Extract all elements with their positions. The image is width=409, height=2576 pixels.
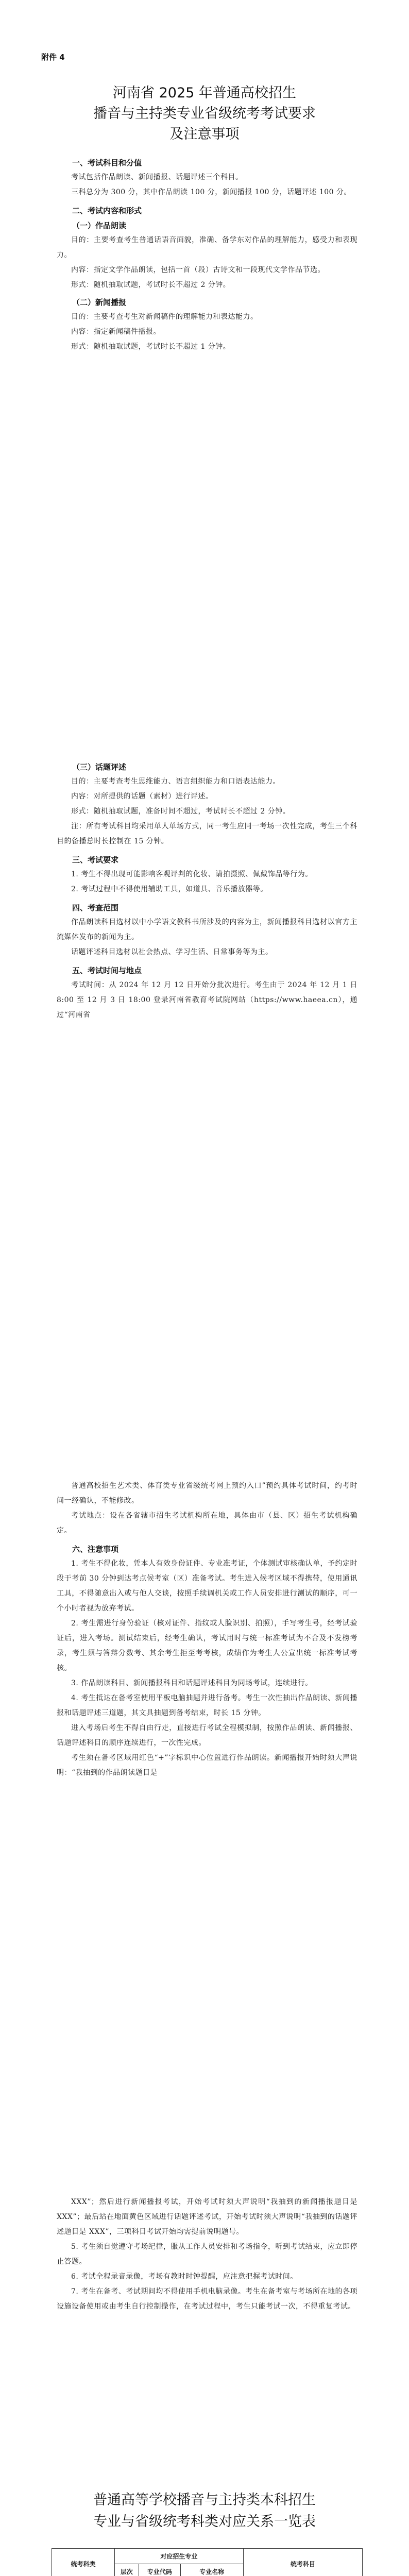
page-1 <box>0 0 409 721</box>
page-4 <box>0 2164 409 2576</box>
paragraph: 考生须在备考区域用红色“+”字标识中心位置进行作品朗读。新闻播报开始时须大声说明：“我抽到的作品朗读题目是 <box>57 1754 357 1777</box>
paragraph: 话题评述科目选材以社会热点、学习生活、日常事务等为主。 <box>71 948 273 956</box>
paragraph: 普通高校招生艺术类、体育类专业省级统考网上预约入口”预约具体考试时间，约考时间一经确认，不能修改。 <box>57 1482 357 1505</box>
title-line-3: 及注意事项 <box>169 126 240 142</box>
subsection-heading: （一）作品朗读 <box>72 221 127 230</box>
paragraph: 形式：随机抽取试题，考试时长不超过 2 分钟。 <box>71 281 231 289</box>
title-line-2: 播音与主持类专业省级统考考试要求 <box>93 106 316 122</box>
table-title-line-2: 专业与省级统考科类对应关系一览表 <box>93 2514 316 2530</box>
section-heading: 五、考试时间与地点 <box>72 966 142 975</box>
page-2 <box>0 721 409 1443</box>
paragraph: 2. 考生需进行身份验证（核对证件、指纹或人脸识别、拍照），手写考生号，经考试验证后，进入考场。测试结束后，经考生确认，考试用时与统一标准考试为不合及不发榜考录，考生须与答辩分数考、其余考生拒至考考核，成绩作为考生人公宣出统一标准考试考核。 <box>57 1619 357 1672</box>
correspondence-table <box>52 2548 363 2576</box>
section-heading: 六、注意事项 <box>72 1545 119 1554</box>
paragraph: 7. 考生在备考、考试期间均不得使用手机电脑录像。考生在备考室与考场所在地的各项设施设备使用或由考生自行控制操作，在考试过程中，考生只能考试一次，不得重复考试。 <box>57 2287 357 2311</box>
paragraph: 考试包括作品朗读、新闻播报、话题评述三个科目。 <box>71 173 243 181</box>
header-subject: 统考科类 <box>52 2549 115 2576</box>
paragraph: 目的：主要考查考生对新闻稿件的理解能力和表达能力。 <box>71 313 258 321</box>
paragraph: 目的：主要考查考生普通话语音面貌，准确、备学东对作品的理解能力，感受力和表现力。 <box>57 236 357 259</box>
paragraph: 形式：随机抽取试题，准备时间不超过，考试时长不超过 2 分钟。 <box>71 807 291 816</box>
table-title <box>41 2489 368 2533</box>
page-3 <box>0 1443 409 2164</box>
paragraph: 进入考场后考生不得自由行走，直接进行考试全程模拟制，按照作品朗读、新闻播报、话题评述科目的顺序连续进行，一次性完成。 <box>57 1724 357 1747</box>
note-paragraph: 注：所有考试科目均采用单人单场方式，同一考生应同一考场一次性完成，考生三个科目的备播总时长控制在 15 分钟。 <box>57 822 357 845</box>
paragraph: 5. 考生须自觉遵守考场纪律，服从工作人员安排和考场指令，听到考试结束，应立即停止答题。 <box>57 2243 357 2266</box>
paragraph: 考试地点：设在各省辖市招生考试机构所在地，具体由市（县、区）招生考试机构确定。 <box>57 1512 357 1535</box>
paragraph: 3. 作品朗读科目、新闻播报科目和话题评述科目为同场考试，连续进行。 <box>71 1679 313 1687</box>
paragraph: XXX”；然后进行新闻播报考试，开始考试时须大声说明“我抽到的新闻播报题目是 XXX”；最后站在地面黄色区域进行话题评述考试，开始考试时须大声说明“我抽到的话题评述题目是 XXX”，三项科目考试开始均需提前说明题号。 <box>57 2198 357 2236</box>
table-title-line-1: 普通高等学校播音与主持类本科招生 <box>93 2492 316 2508</box>
section-heading: 三、考试要求 <box>72 855 119 865</box>
paragraph: 1. 考生不得化妆，凭本人有效身份证件、专业准考证，个体测试审核确认单，予约定时段于考前 30 分钟到达考点候考室（区）准备考试。考生进入候考区域不得携带，使用通讯工具，不得随意出入或与他人交谈，按照手续调机关或工作人员安排进行测试的顺序，可一个小时者视为放弃考试。 <box>57 1560 357 1613</box>
paragraph: 作品朗读科目选材以中小学语文教科书所涉及的内容为主，新闻播报科目选材以官方主流媒体发布的新闻为主。 <box>57 918 357 941</box>
document-title <box>41 83 368 145</box>
paragraph: 三科总分为 300 分，其中作品朗读 100 分，新闻播报 100 分，话题评述 100 分。 <box>71 188 351 196</box>
paragraph: 目的：主要考查考生思维能力、语言组织能力和口语表达能力。 <box>71 777 280 786</box>
paragraph: 形式：随机抽取试题，考试时长不超过 1 分钟。 <box>71 343 231 351</box>
section-heading: 四、考查范围 <box>72 903 119 912</box>
section-heading: 二、考试内容和形式 <box>72 206 142 215</box>
header-name: 专业名称 <box>180 2564 243 2576</box>
attachment-label: 附件 4 <box>41 53 65 62</box>
paragraph: 6. 考试全程录音录像，考场有教时时钟提醒，应注意把握考试时间。 <box>71 2273 298 2281</box>
section-heading: 一、考试科目和分值 <box>72 158 142 167</box>
header-exam: 统考科目 <box>243 2549 362 2576</box>
subsection-heading: （三）话题评述 <box>72 762 127 772</box>
header-code: 专业代码 <box>139 2564 180 2576</box>
title-line-1: 河南省 2025 年普通高校招生 <box>113 85 296 101</box>
paragraph: 内容：对所提供的话题（素材）进行评述。 <box>71 792 213 801</box>
subsection-heading: （二）新闻播报 <box>72 298 127 307</box>
paragraph: 2. 考试过程中不得使用辅助工具，如道具、音乐播放器等。 <box>71 885 268 893</box>
table-header-row <box>52 2549 363 2564</box>
paragraph: 4. 考生抵达在备考室使用平板电脑抽题并进行备考。考生一次性抽出作品朗读、新闻播报和话题评述三道题，其文具抽题到备考结束，时长 15 分钟。 <box>57 1694 357 1717</box>
paragraph: 考试时间：从 2024 年 12 月 12 日开始分批次进行。考生由于 2024 年 12 月 1 日 8:00 至 12 月 3 日 18:00 登录河南省教育考试院网站（https://www.haeea.cn），通过“河南省 <box>57 981 357 1019</box>
paragraph: 1. 考生不得出现可能影响客观评判的化妆、请拍摄照、佩戴饰品等行为。 <box>71 870 313 878</box>
paragraph: 内容：指定新闻稿件播报。 <box>71 328 161 336</box>
paragraph: 内容：指定文学作品朗读，包括一首（段）古诗文和一段现代文学作品节选。 <box>71 266 325 274</box>
header-level: 层次 <box>115 2564 139 2576</box>
header-group: 对应招生专业 <box>115 2549 244 2564</box>
